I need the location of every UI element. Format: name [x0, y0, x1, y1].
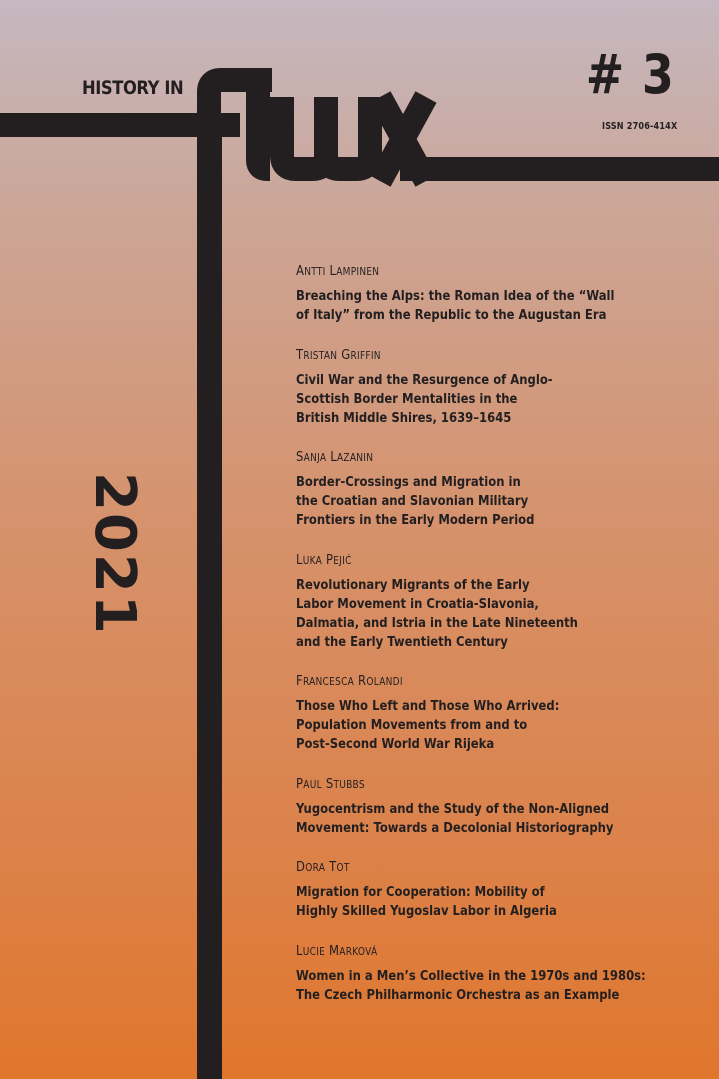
article-title-line: Those Who Left and Those Who Arrived:: [296, 698, 560, 714]
article-title-line: Scottish Border Mentalities in the: [296, 391, 518, 407]
article-entry: [296, 263, 696, 325]
article-title-line: and the Early Twentieth Century: [296, 634, 508, 650]
article-title-line: Population Movements from and to: [296, 717, 528, 733]
article-title-line: of Italy” from the Republic to the Augustan Era: [296, 307, 607, 323]
article-title-line: Revolutionary Migrants of the Early: [296, 577, 530, 593]
article-title: [296, 371, 696, 428]
article-title: [296, 697, 696, 754]
article-title: [296, 473, 696, 530]
article-title-line: Post-Second World War Rijeka: [296, 736, 495, 752]
article-title-line: Civil War and the Resurgence of Anglo-: [296, 372, 553, 388]
article-title-line: Migration for Cooperation: Mobility of: [296, 884, 545, 900]
article-author: SANJA LAZANIN: [296, 449, 374, 465]
journal-prefix: HISTORY IN: [82, 77, 184, 99]
article-entry: [296, 943, 696, 1005]
article-title-line: Frontiers in the Early Modern Period: [296, 512, 535, 528]
article-author: PAUL STUBBS: [296, 776, 365, 792]
vertical-bar: [197, 113, 222, 1079]
publication-year: 2021: [82, 472, 147, 636]
article-title-line: Yugocentrism and the Study of the Non-Aligned: [296, 801, 610, 817]
article-author: LUKA PEJIĆ: [296, 552, 352, 568]
article-entry: [296, 859, 696, 921]
article-entry: [296, 673, 696, 754]
article-title-line: The Czech Philharmonic Orchestra as an Example: [296, 987, 620, 1003]
article-title-line: British Middle Shires, 1639–1645: [296, 410, 512, 426]
article-author: LUCIE MARKOVÁ: [296, 943, 378, 959]
issue-number: # 3: [586, 43, 675, 106]
article-title-line: Labor Movement in Croatia-Slavonia,: [296, 596, 539, 612]
article-title: [296, 883, 696, 921]
article-title: [296, 800, 696, 838]
article-author: ANTTI LAMPINEN: [296, 263, 380, 279]
article-entry: [296, 347, 696, 428]
article-author: TRISTAN GRIFFIN: [296, 347, 381, 363]
issn: ISSN 2706-414X: [602, 121, 678, 132]
article-author: DORA TOT: [296, 859, 350, 875]
article-title-line: Women in a Men’s Collective in the 1970s and 1980s:: [296, 968, 646, 984]
article-author: FRANCESCA ROLANDI: [296, 673, 403, 689]
article-entry: [296, 552, 696, 652]
article-title: [296, 287, 696, 325]
article-title-line: Movement: Towards a Decolonial Historiography: [296, 820, 614, 836]
article-title-line: Breaching the Alps: the Roman Idea of the “Wall: [296, 288, 615, 304]
article-title-line: Highly Skilled Yugoslav Labor in Algeria: [296, 903, 557, 919]
article-title-line: Dalmatia, and Istria in the Late Nineteenth: [296, 615, 578, 631]
article-title: [296, 967, 696, 1005]
article-entry: [296, 776, 696, 838]
article-title-line: the Croatian and Slavonian Military: [296, 493, 529, 509]
table-of-contents: [296, 263, 696, 1005]
article-entry: [296, 449, 696, 530]
article-title-line: Border-Crossings and Migration in: [296, 474, 521, 490]
article-title: [296, 576, 696, 652]
